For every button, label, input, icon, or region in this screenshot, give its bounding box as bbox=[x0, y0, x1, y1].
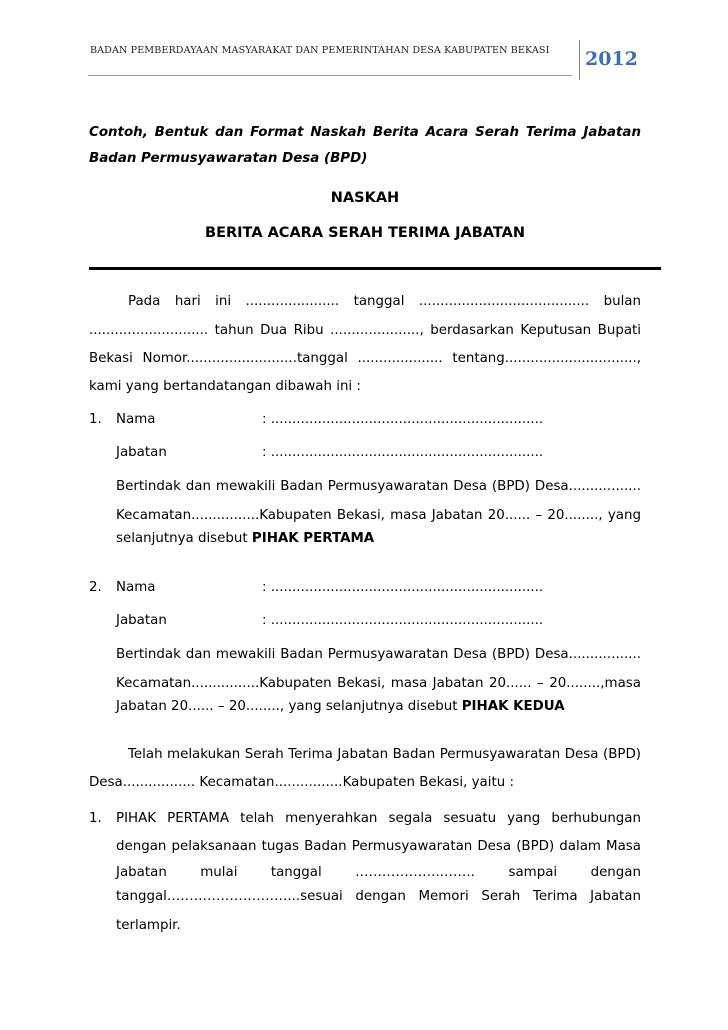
party2-line-1: Bertindak dan mewakili Badan Permusyawaratan Desa (BPD) Desa................. bbox=[116, 647, 641, 662]
opening-line-2: ............................ tahun Dua Ribu ....................., berdasarkan Keputusan Bupati bbox=[89, 323, 641, 338]
handover-line-2: Desa................. Kecamatan................Kabupaten Bekasi, yaitu : bbox=[89, 775, 514, 790]
opening-line-4: kami yang bertandatangan dibawah ini : bbox=[89, 379, 361, 394]
intro-line-2: Badan Permusyawaratan Desa (BPD) bbox=[89, 151, 368, 166]
party2-position-value: : ................................................................ bbox=[262, 613, 544, 628]
document-title: NASKAH bbox=[330, 190, 400, 206]
header-title: BADAN PEMBERDAYAAN MASYARAKAT DAN PEMERINTAHAN DESA KABUPATEN BEKASI bbox=[90, 45, 550, 56]
party2-name-label: Nama bbox=[116, 580, 156, 595]
party2-line-3 bbox=[116, 698, 641, 716]
party2-line-3-text: Jabatan 20...... – 20........, yang selanjutnya disebut bbox=[116, 699, 458, 714]
party2-name-value: : ................................................................ bbox=[262, 580, 544, 595]
party1-line-3 bbox=[116, 530, 641, 548]
header-divider bbox=[88, 75, 572, 76]
item1-line-5: terlampir. bbox=[116, 918, 181, 933]
header-year: 2012 bbox=[585, 48, 638, 70]
party1-line-2: Kecamatan................Kabupaten Bekasi, masa Jabatan 20...... – 20........, yang bbox=[116, 508, 641, 523]
party2-label: PIHAK KEDUA bbox=[461, 699, 565, 714]
opening-line-3: Bekasi Nomor..........................tanggal .................... tentang..............................., bbox=[89, 351, 641, 366]
party1-number: 1. bbox=[89, 412, 102, 427]
party1-name-value: : ................................................................ bbox=[262, 412, 544, 427]
document-subtitle: BERITA ACARA SERAH TERIMA JABATAN bbox=[205, 225, 525, 241]
title-rule bbox=[89, 267, 661, 270]
page-header bbox=[88, 40, 648, 82]
opening-line-1: Pada hari ini ...................... tanggal ........................................ bulan bbox=[128, 294, 641, 309]
item1-line-3: Jabatan mulai tanggal ………………..……. sampai dengan bbox=[116, 865, 641, 880]
item1-line-4: tanggal………………………...sesuai dengan Memori Serah Terima Jabatan bbox=[116, 889, 641, 904]
party1-line-3-text: selanjutnya disebut bbox=[116, 531, 248, 546]
item1-line-2: dengan pelaksanaan tugas Badan Permusyawaratan Desa (BPD) dalam Masa bbox=[116, 839, 641, 854]
party1-position-value: : ................................................................ bbox=[262, 445, 544, 460]
party1-label: PIHAK PERTAMA bbox=[251, 531, 375, 546]
item1-line-1: PIHAK PERTAMA telah menyerahkan segala sesuatu yang berhubungan bbox=[116, 811, 641, 826]
item1-number: 1. bbox=[89, 811, 102, 826]
party1-name-label: Nama bbox=[116, 412, 156, 427]
intro-line-1: Contoh, Bentuk dan Format Naskah Berita Acara Serah Terima Jabatan bbox=[89, 125, 641, 140]
header-separator bbox=[579, 40, 580, 80]
handover-line-1: Telah melakukan Serah Terima Jabatan Badan Permusyawaratan Desa (BPD) bbox=[128, 747, 641, 762]
party2-line-2: Kecamatan................Kabupaten Bekasi, masa Jabatan 20...... – 20........,masa bbox=[116, 676, 641, 691]
party1-line-1: Bertindak dan mewakili Badan Permusyawaratan Desa (BPD) Desa................. bbox=[116, 479, 641, 494]
party1-position-label: Jabatan bbox=[116, 445, 167, 460]
party2-number: 2. bbox=[89, 580, 102, 595]
party2-position-label: Jabatan bbox=[116, 613, 167, 628]
